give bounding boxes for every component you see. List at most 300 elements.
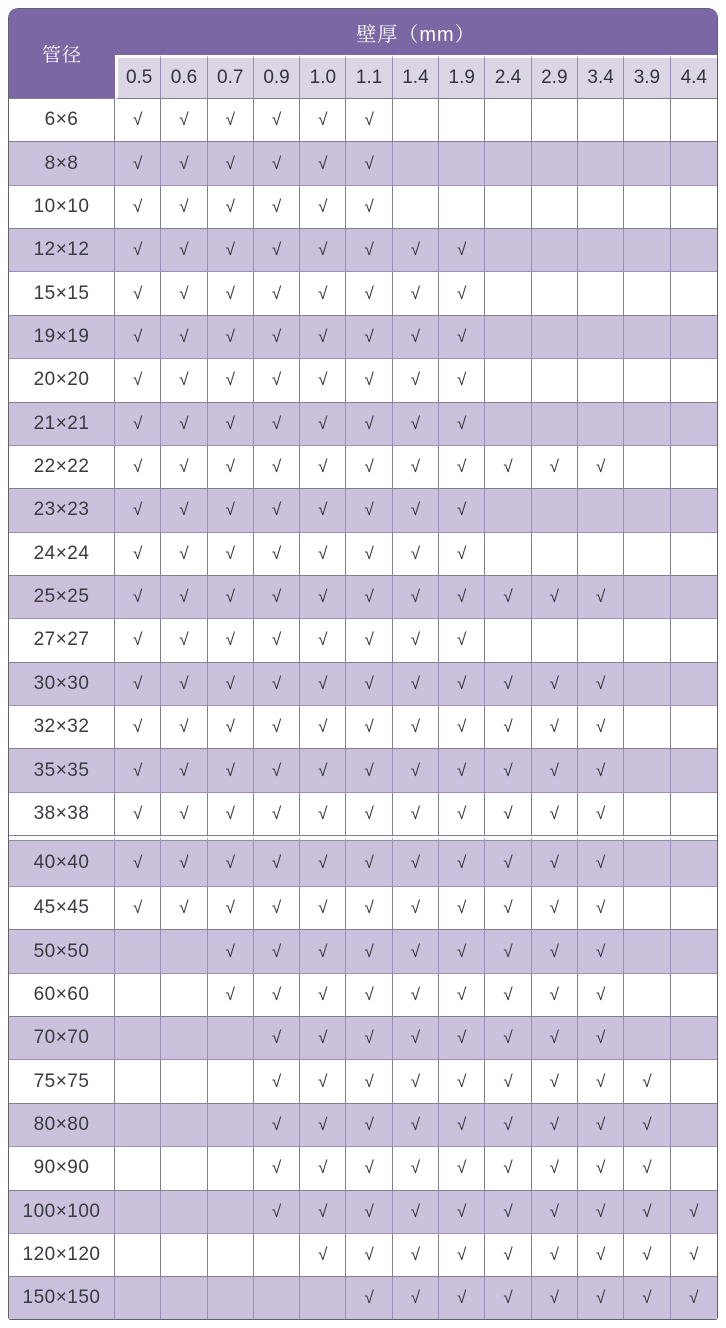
check-cell: √ — [208, 99, 254, 142]
empty-cell — [624, 887, 670, 930]
empty-cell — [624, 663, 670, 706]
check-cell: √ — [254, 749, 300, 792]
check-cell: √ — [300, 446, 346, 489]
thickness-col-header: 2.9 — [532, 55, 578, 99]
check-cell: √ — [346, 1104, 392, 1147]
empty-cell — [208, 1191, 254, 1234]
check-cell: √ — [439, 1017, 485, 1060]
check-cell: √ — [485, 1147, 531, 1190]
empty-cell — [578, 619, 624, 662]
check-cell: √ — [208, 489, 254, 532]
check-cell: √ — [346, 1277, 392, 1319]
table-row — [9, 229, 717, 272]
check-cell: √ — [578, 887, 624, 930]
check-cell: √ — [254, 142, 300, 185]
table-row — [9, 142, 717, 185]
empty-cell — [161, 1104, 207, 1147]
empty-cell — [254, 1234, 300, 1277]
check-cell: √ — [254, 930, 300, 973]
check-cell: √ — [578, 446, 624, 489]
check-cell: √ — [300, 403, 346, 446]
check-cell: √ — [439, 359, 485, 402]
check-cell: √ — [671, 1234, 717, 1277]
check-cell: √ — [115, 403, 161, 446]
check-cell: √ — [300, 1104, 346, 1147]
empty-cell — [671, 836, 717, 887]
empty-cell — [532, 99, 578, 142]
table-row — [9, 706, 717, 749]
empty-cell — [671, 619, 717, 662]
check-cell: √ — [393, 489, 439, 532]
check-cell: √ — [624, 1277, 670, 1319]
check-cell: √ — [161, 359, 207, 402]
check-cell: √ — [578, 1234, 624, 1277]
check-cell: √ — [115, 887, 161, 930]
diameter-cell: 21×21 — [9, 403, 115, 446]
check-cell: √ — [393, 836, 439, 887]
check-cell: √ — [532, 974, 578, 1017]
thickness-col-header: 1.0 — [300, 55, 346, 99]
check-cell: √ — [346, 316, 392, 359]
diameter-cell: 150×150 — [9, 1277, 115, 1319]
table-row — [9, 446, 717, 489]
check-cell: √ — [485, 1060, 531, 1103]
empty-cell — [624, 99, 670, 142]
empty-cell — [624, 749, 670, 792]
check-cell: √ — [346, 446, 392, 489]
check-cell: √ — [624, 1147, 670, 1190]
check-cell: √ — [161, 316, 207, 359]
check-cell: √ — [300, 663, 346, 706]
empty-cell — [208, 1104, 254, 1147]
check-cell: √ — [485, 576, 531, 619]
diameter-cell: 100×100 — [9, 1191, 115, 1234]
check-cell: √ — [439, 1147, 485, 1190]
check-cell: √ — [300, 142, 346, 185]
check-cell: √ — [578, 749, 624, 792]
check-cell: √ — [578, 663, 624, 706]
diameter-cell: 70×70 — [9, 1017, 115, 1060]
check-cell: √ — [532, 930, 578, 973]
check-cell: √ — [532, 749, 578, 792]
empty-cell — [393, 99, 439, 142]
empty-cell — [671, 663, 717, 706]
diameter-cell: 22×22 — [9, 446, 115, 489]
check-cell: √ — [300, 99, 346, 142]
empty-cell — [624, 316, 670, 359]
empty-cell — [671, 706, 717, 749]
check-cell: √ — [300, 272, 346, 315]
diameter-cell: 12×12 — [9, 229, 115, 272]
check-cell: √ — [532, 836, 578, 887]
empty-cell — [624, 489, 670, 532]
empty-cell — [671, 1017, 717, 1060]
check-cell: √ — [439, 1277, 485, 1319]
check-cell: √ — [300, 186, 346, 229]
empty-cell — [624, 142, 670, 185]
empty-cell — [624, 1017, 670, 1060]
thickness-col-header: 0.5 — [115, 55, 161, 99]
check-cell: √ — [439, 446, 485, 489]
check-cell: √ — [254, 359, 300, 402]
check-cell: √ — [624, 1234, 670, 1277]
check-cell: √ — [578, 706, 624, 749]
check-cell: √ — [161, 793, 207, 836]
check-cell: √ — [439, 749, 485, 792]
diameter-header: 管径 — [9, 9, 115, 99]
check-cell: √ — [208, 403, 254, 446]
check-cell: √ — [161, 229, 207, 272]
thickness-col-header: 0.9 — [254, 55, 300, 99]
check-cell: √ — [346, 663, 392, 706]
check-cell: √ — [439, 887, 485, 930]
empty-cell — [624, 359, 670, 402]
empty-cell — [208, 1060, 254, 1103]
diameter-cell: 24×24 — [9, 533, 115, 576]
check-cell: √ — [439, 974, 485, 1017]
empty-cell — [115, 1234, 161, 1277]
check-cell: √ — [161, 619, 207, 662]
check-cell: √ — [254, 489, 300, 532]
check-cell: √ — [439, 533, 485, 576]
header-group-row — [9, 9, 717, 55]
empty-cell — [532, 272, 578, 315]
empty-cell — [439, 142, 485, 185]
check-cell: √ — [346, 836, 392, 887]
check-cell: √ — [532, 1191, 578, 1234]
empty-cell — [115, 1060, 161, 1103]
check-cell: √ — [393, 1191, 439, 1234]
empty-cell — [671, 793, 717, 836]
empty-cell — [624, 793, 670, 836]
diameter-cell: 75×75 — [9, 1060, 115, 1103]
check-cell: √ — [485, 974, 531, 1017]
check-cell: √ — [254, 1060, 300, 1103]
check-cell: √ — [208, 359, 254, 402]
empty-cell — [115, 930, 161, 973]
check-cell: √ — [254, 836, 300, 887]
empty-cell — [671, 359, 717, 402]
check-cell: √ — [115, 619, 161, 662]
empty-cell — [485, 403, 531, 446]
empty-cell — [532, 229, 578, 272]
empty-cell — [671, 403, 717, 446]
diameter-cell: 35×35 — [9, 749, 115, 792]
check-cell: √ — [485, 446, 531, 489]
check-cell: √ — [393, 930, 439, 973]
check-cell: √ — [532, 1104, 578, 1147]
diameter-cell: 23×23 — [9, 489, 115, 532]
check-cell: √ — [532, 887, 578, 930]
check-cell: √ — [393, 272, 439, 315]
check-cell: √ — [578, 974, 624, 1017]
empty-cell — [115, 1191, 161, 1234]
empty-cell — [624, 446, 670, 489]
check-cell: √ — [115, 576, 161, 619]
check-cell: √ — [254, 793, 300, 836]
check-cell: √ — [439, 1060, 485, 1103]
check-cell: √ — [439, 836, 485, 887]
thickness-col-header: 3.9 — [624, 55, 670, 99]
thickness-col-header: 1.4 — [393, 55, 439, 99]
check-cell: √ — [208, 186, 254, 229]
check-cell: √ — [439, 403, 485, 446]
empty-cell — [532, 142, 578, 185]
check-cell: √ — [115, 272, 161, 315]
check-cell: √ — [393, 316, 439, 359]
check-cell: √ — [115, 749, 161, 792]
check-cell: √ — [208, 836, 254, 887]
check-cell: √ — [485, 1234, 531, 1277]
check-cell: √ — [115, 663, 161, 706]
check-cell: √ — [208, 272, 254, 315]
check-cell: √ — [254, 1147, 300, 1190]
check-cell: √ — [208, 663, 254, 706]
check-cell: √ — [485, 1104, 531, 1147]
check-cell: √ — [393, 793, 439, 836]
diameter-cell: 8×8 — [9, 142, 115, 185]
check-cell: √ — [208, 229, 254, 272]
check-cell: √ — [208, 316, 254, 359]
check-cell: √ — [300, 930, 346, 973]
empty-cell — [115, 1277, 161, 1319]
check-cell: √ — [115, 706, 161, 749]
empty-cell — [393, 142, 439, 185]
check-cell: √ — [254, 619, 300, 662]
check-cell: √ — [161, 186, 207, 229]
empty-cell — [671, 1060, 717, 1103]
empty-cell — [532, 186, 578, 229]
check-cell: √ — [439, 1234, 485, 1277]
check-cell: √ — [393, 749, 439, 792]
check-cell: √ — [439, 1191, 485, 1234]
check-cell: √ — [300, 749, 346, 792]
table-row — [9, 1234, 717, 1277]
empty-cell — [161, 1147, 207, 1190]
check-cell: √ — [346, 359, 392, 402]
table-row — [9, 663, 717, 706]
empty-cell — [485, 142, 531, 185]
check-cell: √ — [254, 887, 300, 930]
diameter-cell: 25×25 — [9, 576, 115, 619]
check-cell: √ — [578, 1060, 624, 1103]
check-cell: √ — [161, 706, 207, 749]
check-cell: √ — [300, 887, 346, 930]
check-cell: √ — [578, 1104, 624, 1147]
check-cell: √ — [439, 1104, 485, 1147]
check-cell: √ — [346, 576, 392, 619]
table-row — [9, 930, 717, 973]
check-cell: √ — [208, 930, 254, 973]
empty-cell — [624, 836, 670, 887]
check-cell: √ — [346, 99, 392, 142]
empty-cell — [578, 316, 624, 359]
empty-cell — [624, 576, 670, 619]
empty-cell — [671, 533, 717, 576]
check-cell: √ — [161, 663, 207, 706]
check-cell: √ — [115, 186, 161, 229]
pipe-spec-table — [8, 8, 718, 1320]
check-cell: √ — [393, 576, 439, 619]
check-cell: √ — [208, 887, 254, 930]
check-cell: √ — [578, 1017, 624, 1060]
empty-cell — [578, 489, 624, 532]
table-row — [9, 403, 717, 446]
empty-cell — [532, 359, 578, 402]
check-cell: √ — [393, 619, 439, 662]
diameter-cell: 10×10 — [9, 186, 115, 229]
empty-cell — [532, 533, 578, 576]
check-cell: √ — [532, 1147, 578, 1190]
check-cell: √ — [393, 1060, 439, 1103]
empty-cell — [671, 749, 717, 792]
check-cell: √ — [346, 619, 392, 662]
check-cell: √ — [254, 533, 300, 576]
empty-cell — [485, 359, 531, 402]
table-row — [9, 99, 717, 142]
check-cell: √ — [115, 99, 161, 142]
empty-cell — [439, 99, 485, 142]
check-cell: √ — [439, 316, 485, 359]
check-cell: √ — [393, 1234, 439, 1277]
empty-cell — [485, 186, 531, 229]
empty-cell — [624, 403, 670, 446]
diameter-cell: 120×120 — [9, 1234, 115, 1277]
check-cell: √ — [115, 793, 161, 836]
empty-cell — [671, 887, 717, 930]
check-cell: √ — [346, 186, 392, 229]
diameter-cell: 50×50 — [9, 930, 115, 973]
check-cell: √ — [300, 533, 346, 576]
check-cell: √ — [346, 489, 392, 532]
empty-cell — [578, 99, 624, 142]
empty-cell — [161, 1060, 207, 1103]
table-row — [9, 1191, 717, 1234]
empty-cell — [115, 1017, 161, 1060]
check-cell: √ — [115, 533, 161, 576]
empty-cell — [161, 1017, 207, 1060]
empty-cell — [208, 1147, 254, 1190]
diameter-cell: 40×40 — [9, 836, 115, 887]
table-row — [9, 793, 717, 836]
check-cell: √ — [578, 930, 624, 973]
thickness-col-header: 3.4 — [578, 55, 624, 99]
empty-cell — [671, 974, 717, 1017]
check-cell: √ — [208, 974, 254, 1017]
check-cell: √ — [346, 229, 392, 272]
check-cell: √ — [161, 489, 207, 532]
table-row — [9, 359, 717, 402]
table-row — [9, 1147, 717, 1190]
check-cell: √ — [532, 1017, 578, 1060]
check-cell: √ — [393, 663, 439, 706]
empty-cell — [300, 1277, 346, 1319]
check-cell: √ — [346, 403, 392, 446]
check-cell: √ — [346, 974, 392, 1017]
check-cell: √ — [671, 1277, 717, 1319]
check-cell: √ — [208, 533, 254, 576]
check-cell: √ — [254, 663, 300, 706]
table-row — [9, 576, 717, 619]
check-cell: √ — [532, 1060, 578, 1103]
empty-cell — [671, 142, 717, 185]
empty-cell — [532, 316, 578, 359]
check-cell: √ — [578, 836, 624, 887]
check-cell: √ — [346, 1017, 392, 1060]
check-cell: √ — [485, 793, 531, 836]
table-row — [9, 1017, 717, 1060]
check-cell: √ — [115, 142, 161, 185]
empty-cell — [254, 1277, 300, 1319]
diameter-cell: 45×45 — [9, 887, 115, 930]
table-row — [9, 619, 717, 662]
empty-cell — [485, 99, 531, 142]
check-cell: √ — [346, 142, 392, 185]
table-row — [9, 887, 717, 930]
check-cell: √ — [671, 1191, 717, 1234]
check-cell: √ — [393, 533, 439, 576]
check-cell: √ — [115, 359, 161, 402]
check-cell: √ — [208, 619, 254, 662]
check-cell: √ — [115, 489, 161, 532]
check-cell: √ — [439, 663, 485, 706]
check-cell: √ — [393, 229, 439, 272]
empty-cell — [439, 186, 485, 229]
check-cell: √ — [532, 1277, 578, 1319]
check-cell: √ — [624, 1191, 670, 1234]
check-cell: √ — [161, 836, 207, 887]
empty-cell — [161, 1234, 207, 1277]
check-cell: √ — [115, 446, 161, 489]
empty-cell — [671, 1104, 717, 1147]
empty-cell — [161, 930, 207, 973]
check-cell: √ — [578, 1147, 624, 1190]
check-cell: √ — [532, 1234, 578, 1277]
check-cell: √ — [439, 793, 485, 836]
check-cell: √ — [254, 706, 300, 749]
thickness-col-header: 1.9 — [439, 55, 485, 99]
empty-cell — [671, 99, 717, 142]
check-cell: √ — [254, 446, 300, 489]
table-row — [9, 272, 717, 315]
table-row — [9, 1060, 717, 1103]
check-cell: √ — [346, 1234, 392, 1277]
check-cell: √ — [346, 1147, 392, 1190]
check-cell: √ — [485, 930, 531, 973]
empty-cell — [115, 1104, 161, 1147]
check-cell: √ — [532, 663, 578, 706]
check-cell: √ — [578, 793, 624, 836]
thickness-col-header: 4.4 — [671, 55, 717, 99]
check-cell: √ — [208, 749, 254, 792]
empty-cell — [624, 229, 670, 272]
diameter-cell: 60×60 — [9, 974, 115, 1017]
table-row — [9, 489, 717, 532]
table-body — [9, 99, 717, 1319]
check-cell: √ — [208, 793, 254, 836]
empty-cell — [578, 229, 624, 272]
check-cell: √ — [300, 576, 346, 619]
diameter-cell: 20×20 — [9, 359, 115, 402]
check-cell: √ — [208, 142, 254, 185]
check-cell: √ — [254, 974, 300, 1017]
empty-cell — [671, 489, 717, 532]
check-cell: √ — [346, 1191, 392, 1234]
check-cell: √ — [393, 1104, 439, 1147]
check-cell: √ — [254, 316, 300, 359]
diameter-cell: 30×30 — [9, 663, 115, 706]
check-cell: √ — [300, 489, 346, 532]
